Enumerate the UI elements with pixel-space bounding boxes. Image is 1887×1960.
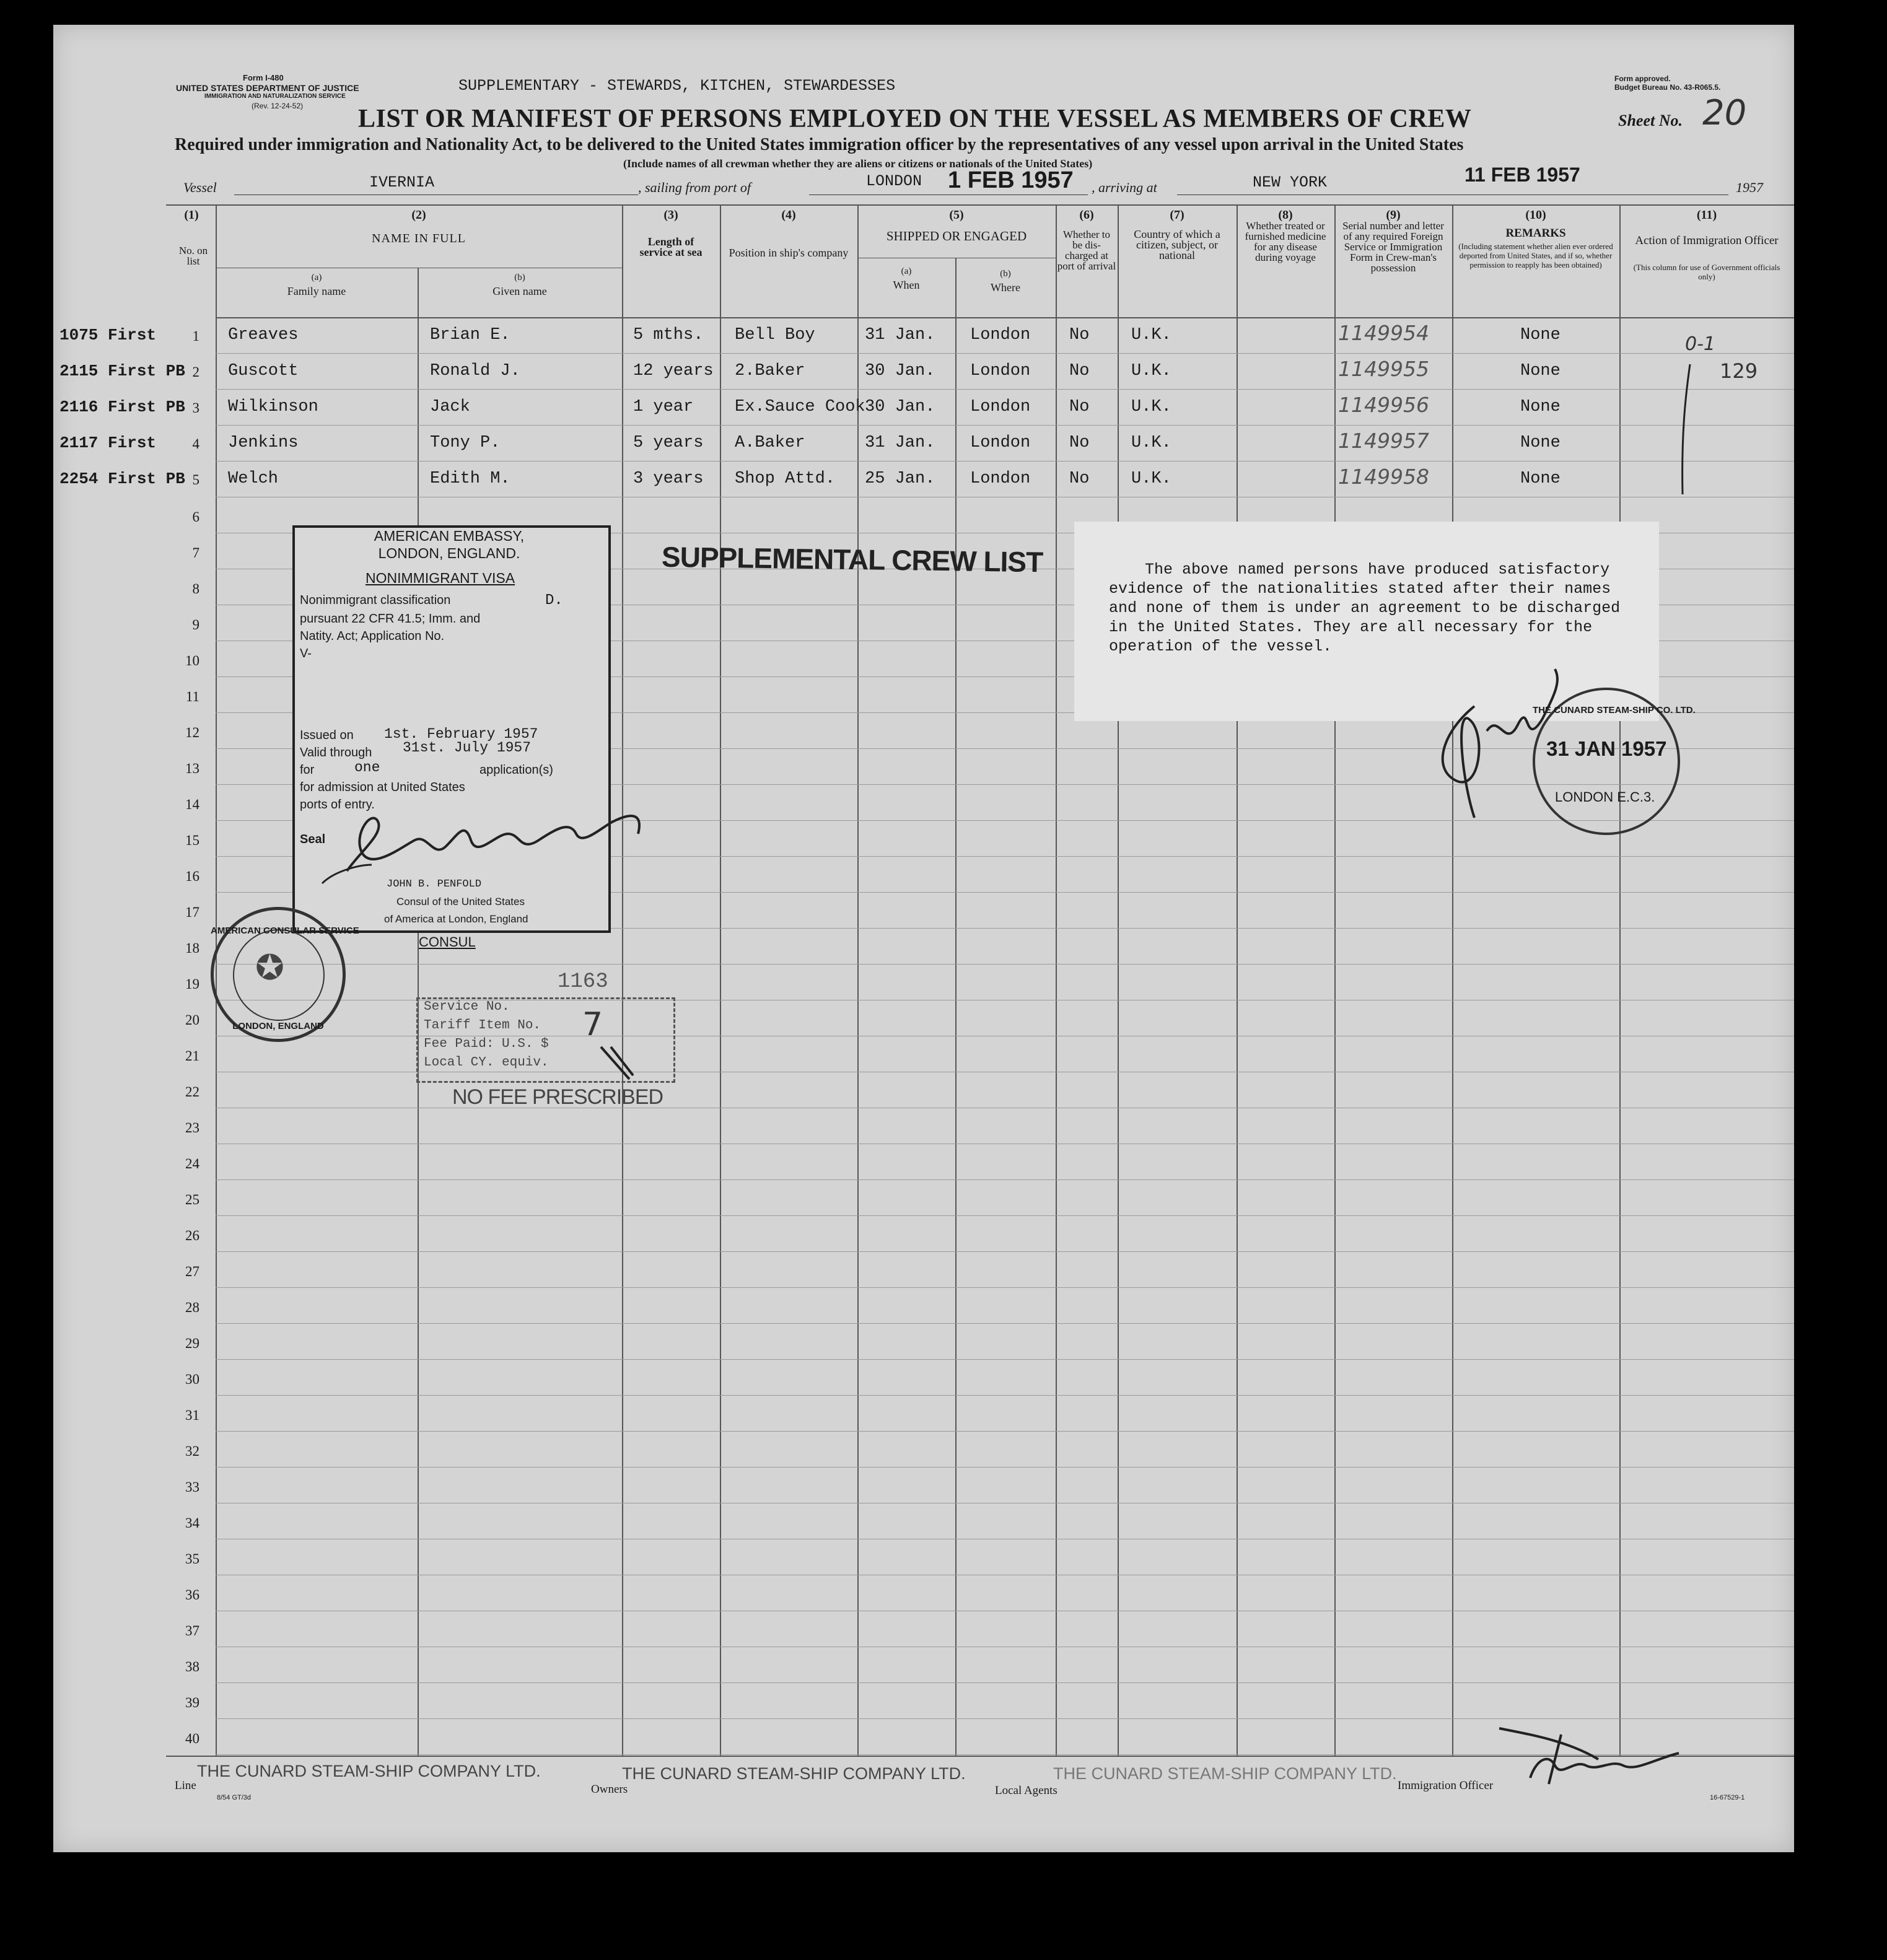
- crew-country: U.K.: [1131, 362, 1171, 380]
- row-number: 23: [185, 1120, 199, 1135]
- fee-paid: Fee Paid: U.S. $: [424, 1037, 549, 1051]
- form-number: Form I-480: [243, 73, 284, 82]
- row-number: 38: [185, 1659, 199, 1674]
- crew-family: Jenkins: [228, 434, 299, 452]
- embassy-name: AMERICAN EMBASSY,: [374, 528, 525, 544]
- row-rule: [216, 1395, 1794, 1396]
- crew-serial: 1149958: [1338, 465, 1429, 489]
- row-rule: [216, 353, 1794, 354]
- row-rule: [216, 1467, 1794, 1468]
- crew-remarks: None: [1520, 434, 1561, 452]
- crew-discharged: No: [1069, 470, 1090, 488]
- col3-number: (3): [663, 208, 678, 222]
- col6-header: Whether to be dis-charged at port of arrival: [1057, 229, 1116, 272]
- row-number: 30: [185, 1372, 199, 1387]
- crew-when: 30 Jan.: [865, 362, 935, 380]
- fee-local: Local CY. equiv.: [424, 1056, 549, 1070]
- crew-serial: 1149954: [1338, 321, 1429, 345]
- row-rule: [216, 1359, 1794, 1360]
- cunard-stamp-city: LONDON E.C.3.: [1555, 789, 1655, 805]
- issued-label: Issued on: [300, 728, 354, 742]
- master-signature: [1419, 657, 1567, 830]
- col2-number: (2): [411, 208, 426, 222]
- consul-word: CONSUL: [419, 934, 476, 950]
- row-rule: [216, 1682, 1794, 1683]
- col7-number: (7): [1170, 208, 1184, 222]
- required-statement: Required under immigration and Nationality Act, to be delivered to the United States immigration officer by the representatives of any vessel upon arrival in the United States: [175, 135, 1464, 154]
- col1-header: No. on list: [178, 245, 208, 267]
- issued-date: 1st. February 1957: [384, 726, 538, 742]
- applications-label: application(s): [479, 763, 553, 777]
- visa-pursuant: pursuant 22 CFR 41.5; Imm. and: [300, 612, 481, 626]
- row-number: 33: [185, 1479, 199, 1495]
- year: 1957: [1736, 180, 1763, 195]
- eagle-emblem-icon: ✪: [255, 949, 284, 987]
- crew-position: 2.Baker: [735, 362, 805, 380]
- agents-label: Local Agents: [995, 1784, 1057, 1797]
- col1-number: (1): [184, 208, 199, 222]
- officer-mark: 0-1: [1685, 333, 1715, 355]
- sheet-label: Sheet No.: [1618, 112, 1683, 129]
- row-rule: [216, 461, 1794, 462]
- crew-serial: 1149957: [1338, 429, 1429, 453]
- print-code-right: 16-67529-1: [1710, 1794, 1745, 1801]
- crew-given: Brian E.: [430, 326, 510, 344]
- row-number: 7: [192, 545, 199, 561]
- ports-text: ports of entry.: [300, 798, 375, 812]
- row-number: 17: [185, 904, 199, 920]
- fee-tariff-value: 7: [582, 1006, 603, 1043]
- cunard-stamp-date: 31 JAN 1957: [1546, 737, 1667, 760]
- visa-classification-value: D.: [545, 592, 563, 609]
- owners-company: THE CUNARD STEAM-SHIP COMPANY LTD.: [622, 1764, 966, 1783]
- crew-where: London: [970, 326, 1031, 344]
- line-label: Line: [175, 1779, 196, 1792]
- fee-service: Service No.: [424, 1000, 510, 1014]
- supplementary-note: SUPPLEMENTARY - STEWARDS, KITCHEN, STEWARDESSES: [458, 77, 896, 95]
- row-number: 31: [185, 1407, 199, 1423]
- visa-act: Natity. Act; Application No.: [300, 629, 445, 643]
- consul-location: of America at London, England: [384, 913, 528, 925]
- row-rule: [216, 425, 1794, 426]
- crew-service: 1 year: [633, 398, 694, 416]
- crew-position: Ex.Sauce Cook: [735, 398, 865, 416]
- crew-no: 1: [192, 328, 199, 344]
- crew-discharged: No: [1069, 398, 1090, 416]
- row-rule: [216, 1431, 1794, 1432]
- crew-no: 4: [192, 436, 199, 452]
- col10-subheader: (Including statement whether alien ever ordered deported from United States, and if so, whether permission to reapply has been obtained): [1458, 242, 1613, 269]
- row-number: 21: [185, 1048, 199, 1064]
- immigration-officer-label: Immigration Officer: [1398, 1779, 1494, 1792]
- row-number: 40: [185, 1731, 199, 1746]
- fee-number: 1163: [558, 970, 608, 994]
- row-rule: [216, 1179, 1794, 1180]
- officer-tick-line: [1673, 362, 1697, 498]
- row-number: 16: [185, 868, 199, 884]
- crew-given: Edith M.: [430, 470, 510, 488]
- col8-header: Whether treated or furnished medicine for any disease during voyage: [1245, 220, 1326, 263]
- crew-service: 5 years: [633, 434, 704, 452]
- crew-family: Welch: [228, 470, 279, 488]
- col10-header: REMARKS: [1505, 227, 1566, 240]
- row-rule: [216, 1251, 1794, 1252]
- row-number: 6: [192, 509, 199, 525]
- consul-title: Consul of the United States: [396, 896, 525, 908]
- officer-count: 129: [1720, 359, 1758, 383]
- row-rule: [216, 964, 1794, 965]
- cunard-stamp-ring: THE CUNARD STEAM-SHIP CO. LTD.: [1533, 705, 1696, 715]
- row-number: 13: [185, 761, 199, 776]
- crew-no: 3: [192, 400, 199, 416]
- crew-position: Shop Attd.: [735, 470, 836, 488]
- row-rule: [216, 389, 1794, 390]
- crew-when: 25 Jan.: [865, 470, 935, 488]
- visa-v: V-: [300, 647, 312, 660]
- departure-port: LONDON: [866, 172, 922, 190]
- seal-label: Seal: [300, 833, 326, 846]
- form-approved: Form approved.: [1614, 74, 1671, 83]
- row-number: 8: [192, 581, 199, 597]
- col5-number: (5): [949, 208, 964, 222]
- visa-type: NONIMMIGRANT VISA: [366, 570, 515, 586]
- row-number: 37: [185, 1623, 199, 1638]
- row-number: 28: [185, 1300, 199, 1315]
- crew-serial: 1149956: [1338, 393, 1429, 417]
- col2a-header: Family name: [287, 285, 346, 297]
- crew-remarks: None: [1520, 470, 1561, 488]
- sailing-label: , sailing from port of: [638, 180, 751, 195]
- for-label: for: [300, 763, 315, 777]
- row-number: 32: [185, 1443, 199, 1459]
- row-rule: [216, 1287, 1794, 1288]
- budget-bureau: Budget Bureau No. 43-R065.5.: [1614, 83, 1721, 92]
- arrival-port: NEW YORK: [1253, 173, 1328, 191]
- crew-when: 31 Jan.: [865, 326, 935, 344]
- row-rule: [216, 1215, 1794, 1216]
- form-revision: (Rev. 12-24-52): [252, 102, 304, 110]
- crew-no: 2: [192, 364, 199, 380]
- arrival-date-stamp: 11 FEB 1957: [1465, 164, 1580, 186]
- col11-header: Action of Immigration Officer: [1635, 234, 1779, 247]
- crew-service: 12 years: [633, 362, 714, 380]
- departure-date-stamp: 1 FEB 1957: [948, 167, 1074, 193]
- no-fee-stamp: NO FEE PRESCRIBED: [452, 1085, 663, 1109]
- include-note: (Include names of all crewman whether they are aliens or citizens or nationals of the United States): [623, 157, 1093, 170]
- crew-country: U.K.: [1131, 434, 1171, 452]
- crew-prefix: 2115 First PB: [59, 362, 185, 380]
- row-rule: [216, 1718, 1794, 1719]
- crew-remarks: None: [1520, 326, 1561, 344]
- col4-number: (4): [781, 208, 796, 222]
- crew-given: Ronald J.: [430, 362, 520, 380]
- row-number: 9: [192, 617, 199, 632]
- crew-family: Wilkinson: [228, 398, 318, 416]
- valid-label: Valid through: [300, 746, 372, 759]
- col4-header: Position in ship's company: [729, 247, 849, 259]
- crew-given: Jack: [430, 398, 470, 416]
- row-number: 36: [185, 1587, 199, 1603]
- row-number: 29: [185, 1336, 199, 1351]
- row-rule: [216, 1323, 1794, 1324]
- crew-country: U.K.: [1131, 398, 1171, 416]
- agents-company: THE CUNARD STEAM-SHIP COMPANY LTD.: [1053, 1764, 1397, 1783]
- row-number: 14: [185, 797, 199, 812]
- crew-position: Bell Boy: [735, 326, 815, 344]
- crew-where: London: [970, 434, 1031, 452]
- service-name: IMMIGRATION AND NATURALIZATION SERVICE: [204, 93, 346, 100]
- fee-strike-mark: [598, 1044, 636, 1082]
- consular-seal-top: AMERICAN CONSULAR SERVICE: [211, 925, 359, 936]
- crew-country: U.K.: [1131, 470, 1171, 488]
- valid-date: 31st. July 1957: [403, 740, 532, 756]
- line-company: THE CUNARD STEAM-SHIP COMPANY LTD.: [197, 1762, 541, 1780]
- row-number: 34: [185, 1515, 199, 1531]
- row-number: 24: [185, 1156, 199, 1171]
- col5-header: SHIPPED OR ENGAGED: [886, 229, 1027, 243]
- crew-service: 5 mths.: [633, 326, 704, 344]
- col9-header: Serial number and letter of any required Foreign Service or Immigration Form in Crew-man's possession: [1342, 220, 1444, 274]
- row-number: 25: [185, 1192, 199, 1207]
- crew-family: Guscott: [228, 362, 299, 380]
- department: UNITED STATES DEPARTMENT OF JUSTICE: [176, 83, 359, 93]
- arriving-label: , arriving at: [1092, 180, 1157, 195]
- col5a-number: (a): [901, 266, 912, 276]
- crew-prefix: 2116 First PB: [59, 398, 185, 416]
- crew-country: U.K.: [1131, 326, 1171, 344]
- consul-name: JOHN B. PENFOLD: [387, 878, 482, 890]
- row-number: 11: [185, 689, 199, 704]
- crew-when: 31 Jan.: [865, 434, 935, 452]
- row-number: 26: [185, 1228, 199, 1243]
- crew-discharged: No: [1069, 326, 1090, 344]
- crew-where: London: [970, 362, 1031, 380]
- col7-header: Country of which a citizen, subject, or national: [1134, 228, 1220, 261]
- nationality-statement: The above named persons have produced satisfactory evidence of the nationalities stated after their names and none of them is under an agreement to be discharged in the United States. They are all necessary for the operation of the vessel.: [1109, 561, 1621, 655]
- col2b-header: Given name: [493, 285, 547, 297]
- crew-prefix: 2254 First PB: [59, 470, 185, 488]
- row-number: 20: [185, 1012, 199, 1028]
- col5a-header: When: [893, 279, 920, 291]
- col2a-number: (a): [311, 273, 322, 282]
- immigration-officer-signature: [1493, 1722, 1691, 1790]
- vessel-label: Vessel: [183, 180, 217, 195]
- row-number: 27: [185, 1264, 199, 1279]
- admission-text: for admission at United States: [300, 781, 465, 794]
- sheet-number: 20: [1702, 93, 1747, 133]
- crew-where: London: [970, 398, 1031, 416]
- owners-label: Owners: [591, 1783, 628, 1796]
- row-number: 19: [185, 976, 199, 992]
- crew-prefix: 2117 First: [59, 434, 157, 452]
- crew-prefix: 1075 First: [59, 326, 157, 344]
- row-number: 35: [185, 1551, 199, 1567]
- crew-position: A.Baker: [735, 434, 805, 452]
- crew-when: 30 Jan.: [865, 398, 935, 416]
- col6-number: (6): [1079, 208, 1094, 222]
- row-number: 39: [185, 1695, 199, 1710]
- row-number: 18: [185, 940, 199, 956]
- vessel-name: IVERNIA: [369, 173, 435, 191]
- crew-serial: 1149955: [1338, 357, 1429, 381]
- crew-no: 5: [192, 472, 199, 488]
- col8-number: (8): [1278, 208, 1293, 222]
- col9-number: (9): [1386, 208, 1401, 222]
- embassy-city: LONDON, ENGLAND.: [378, 545, 520, 561]
- crew-service: 3 years: [633, 470, 704, 488]
- col2-header: NAME IN FULL: [372, 232, 466, 245]
- crew-family: Greaves: [228, 326, 299, 344]
- row-number: 15: [185, 833, 199, 848]
- col11-subheader: (This column for use of Government officials only): [1633, 263, 1780, 281]
- print-code-left: 8/54 GT/3d: [217, 1794, 252, 1801]
- col11-number: (11): [1696, 208, 1717, 222]
- supplemental-crew-list-stamp: SUPPLEMENTAL CREW LIST: [661, 540, 1043, 579]
- crew-given: Tony P.: [430, 434, 501, 452]
- fee-tariff: Tariff Item No.: [424, 1018, 541, 1033]
- visa-classification-label: Nonimmigrant classification: [300, 593, 451, 607]
- manifest-title: LIST OR MANIFEST OF PERSONS EMPLOYED ON THE VESSEL AS MEMBERS OF CREW: [358, 105, 1472, 133]
- crew-remarks: None: [1520, 362, 1561, 380]
- crew-discharged: No: [1069, 362, 1090, 380]
- col5b-number: (b): [1000, 269, 1011, 279]
- crew-remarks: None: [1520, 398, 1561, 416]
- row-number: 12: [185, 725, 199, 740]
- col3-header: Length of service at sea: [639, 235, 703, 258]
- col10-number: (10): [1525, 208, 1546, 222]
- row-number: 22: [185, 1084, 199, 1100]
- crew-discharged: No: [1069, 434, 1090, 452]
- col5b-header: Where: [991, 281, 1020, 294]
- row-number: 10: [185, 653, 199, 668]
- col2b-number: (b): [514, 273, 525, 282]
- consular-seal-bottom: LONDON, ENGLAND: [232, 1021, 324, 1031]
- consul-signature: [310, 797, 657, 890]
- crew-where: London: [970, 470, 1031, 488]
- for-value: one: [354, 759, 380, 776]
